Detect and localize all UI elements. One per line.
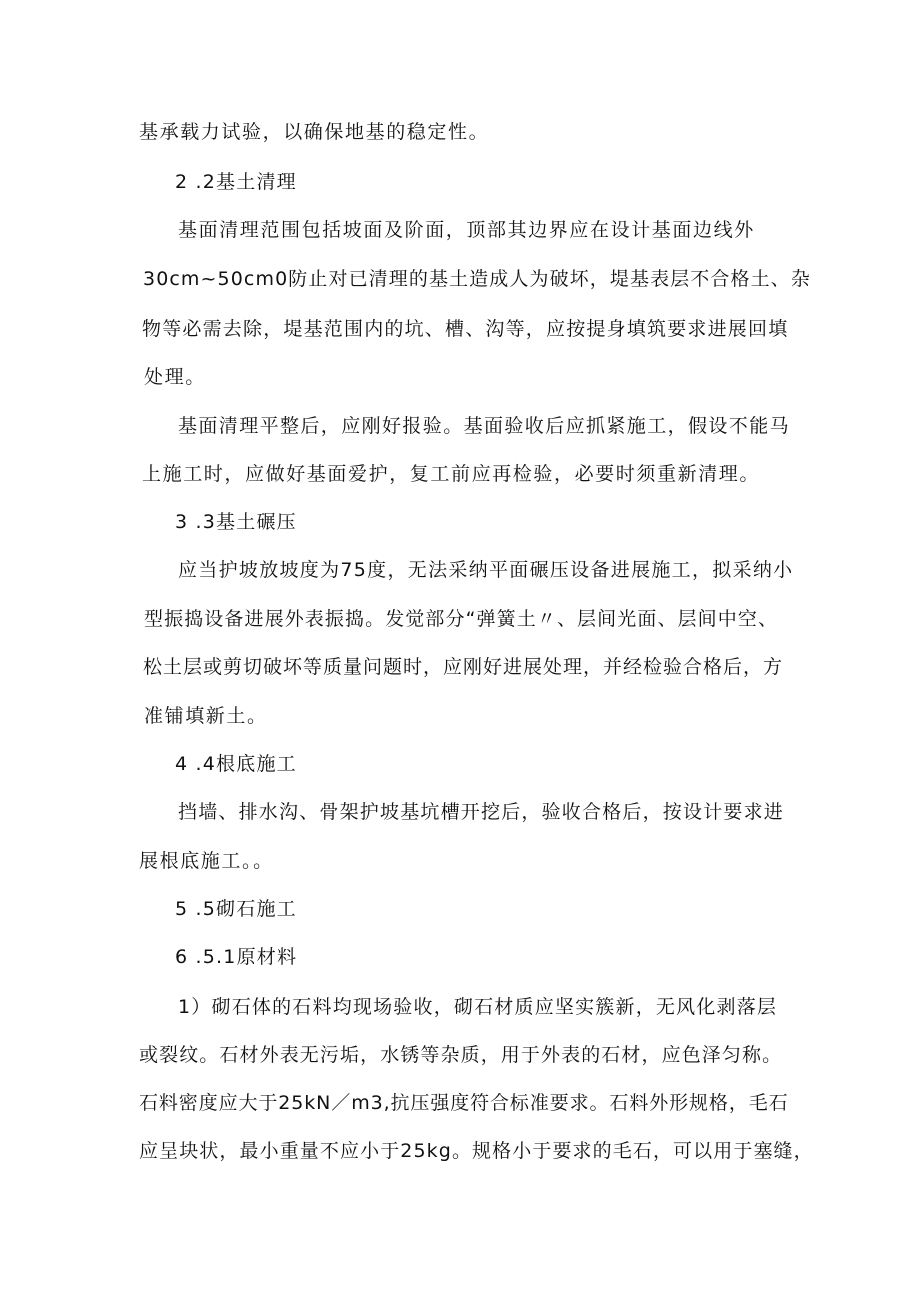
paragraph-line: 应当护坡放坡度为75度，无法采纳平面碾压设备进展施工，拟采纳小 xyxy=(178,559,794,581)
paragraph-line: 准铺填新土。 xyxy=(144,705,268,727)
paragraph-line: 1）砌石体的石料均现场验收，砌石材质应坚实簇新，无风化剥落层 xyxy=(178,996,778,1018)
section-heading: 6 .5.1原材料 xyxy=(175,946,298,968)
paragraph-line: 松土层或剪切破坏等质量问题时，应刚好进展处理，并经检验合格后，方 xyxy=(143,656,784,678)
paragraph-line: 30cm~50cm0防止对已清理的基土造成人为破坏，堤基表层不合格土、杂 xyxy=(143,268,811,290)
paragraph-line: 型振捣设备进展外表振捣。发觉部分“弹簧土〃、层间光面、层间中空、 xyxy=(144,608,779,630)
paragraph-line: 处理。 xyxy=(144,366,206,388)
paragraph-line: 展根底施工。。 xyxy=(139,850,274,872)
section-heading: 5 .5砌石施工 xyxy=(175,898,297,920)
paragraph-line: 基面清理平整后，应刚好报验。基面验收后应抓紧施工，假设不能马 xyxy=(178,415,791,437)
section-heading: 2 .2基土清理 xyxy=(175,171,297,193)
section-heading: 3 .3基土碾压 xyxy=(175,511,297,533)
section-heading: 4 .4根底施工 xyxy=(175,753,297,775)
paragraph-line: 基承载力试验，以确保地基的稳定性。 xyxy=(139,121,490,143)
paragraph-line: 应呈块状，最小重量不应小于25kg。规格小于要求的毛石，可以用于塞缝， xyxy=(139,1140,814,1162)
paragraph-line: 或裂纹。石材外表无污垢，水锈等杂质，用于外表的石材，应色泽匀称。 xyxy=(139,1044,783,1066)
paragraph-line: 挡墙、排水沟、骨架护坡基坑槽开挖后，验收合格后，按设计要求进 xyxy=(178,801,785,823)
paragraph-line: 物等必需去除，堤基范围内的坑、槽、沟等，应按提身填筑要求进展回填 xyxy=(142,318,789,340)
paragraph-line: 上施工时，应做好基面爱护，复工前应再检验，必要时须重新清理。 xyxy=(142,463,761,485)
paragraph-line: 石料密度应大于25kN／m3,抗压强度符合标准要求。石料外形规格，毛石 xyxy=(139,1092,789,1114)
paragraph-line: 基面清理范围包括坡面及阶面，顶部其边界应在设计基面边线外 xyxy=(178,219,755,241)
